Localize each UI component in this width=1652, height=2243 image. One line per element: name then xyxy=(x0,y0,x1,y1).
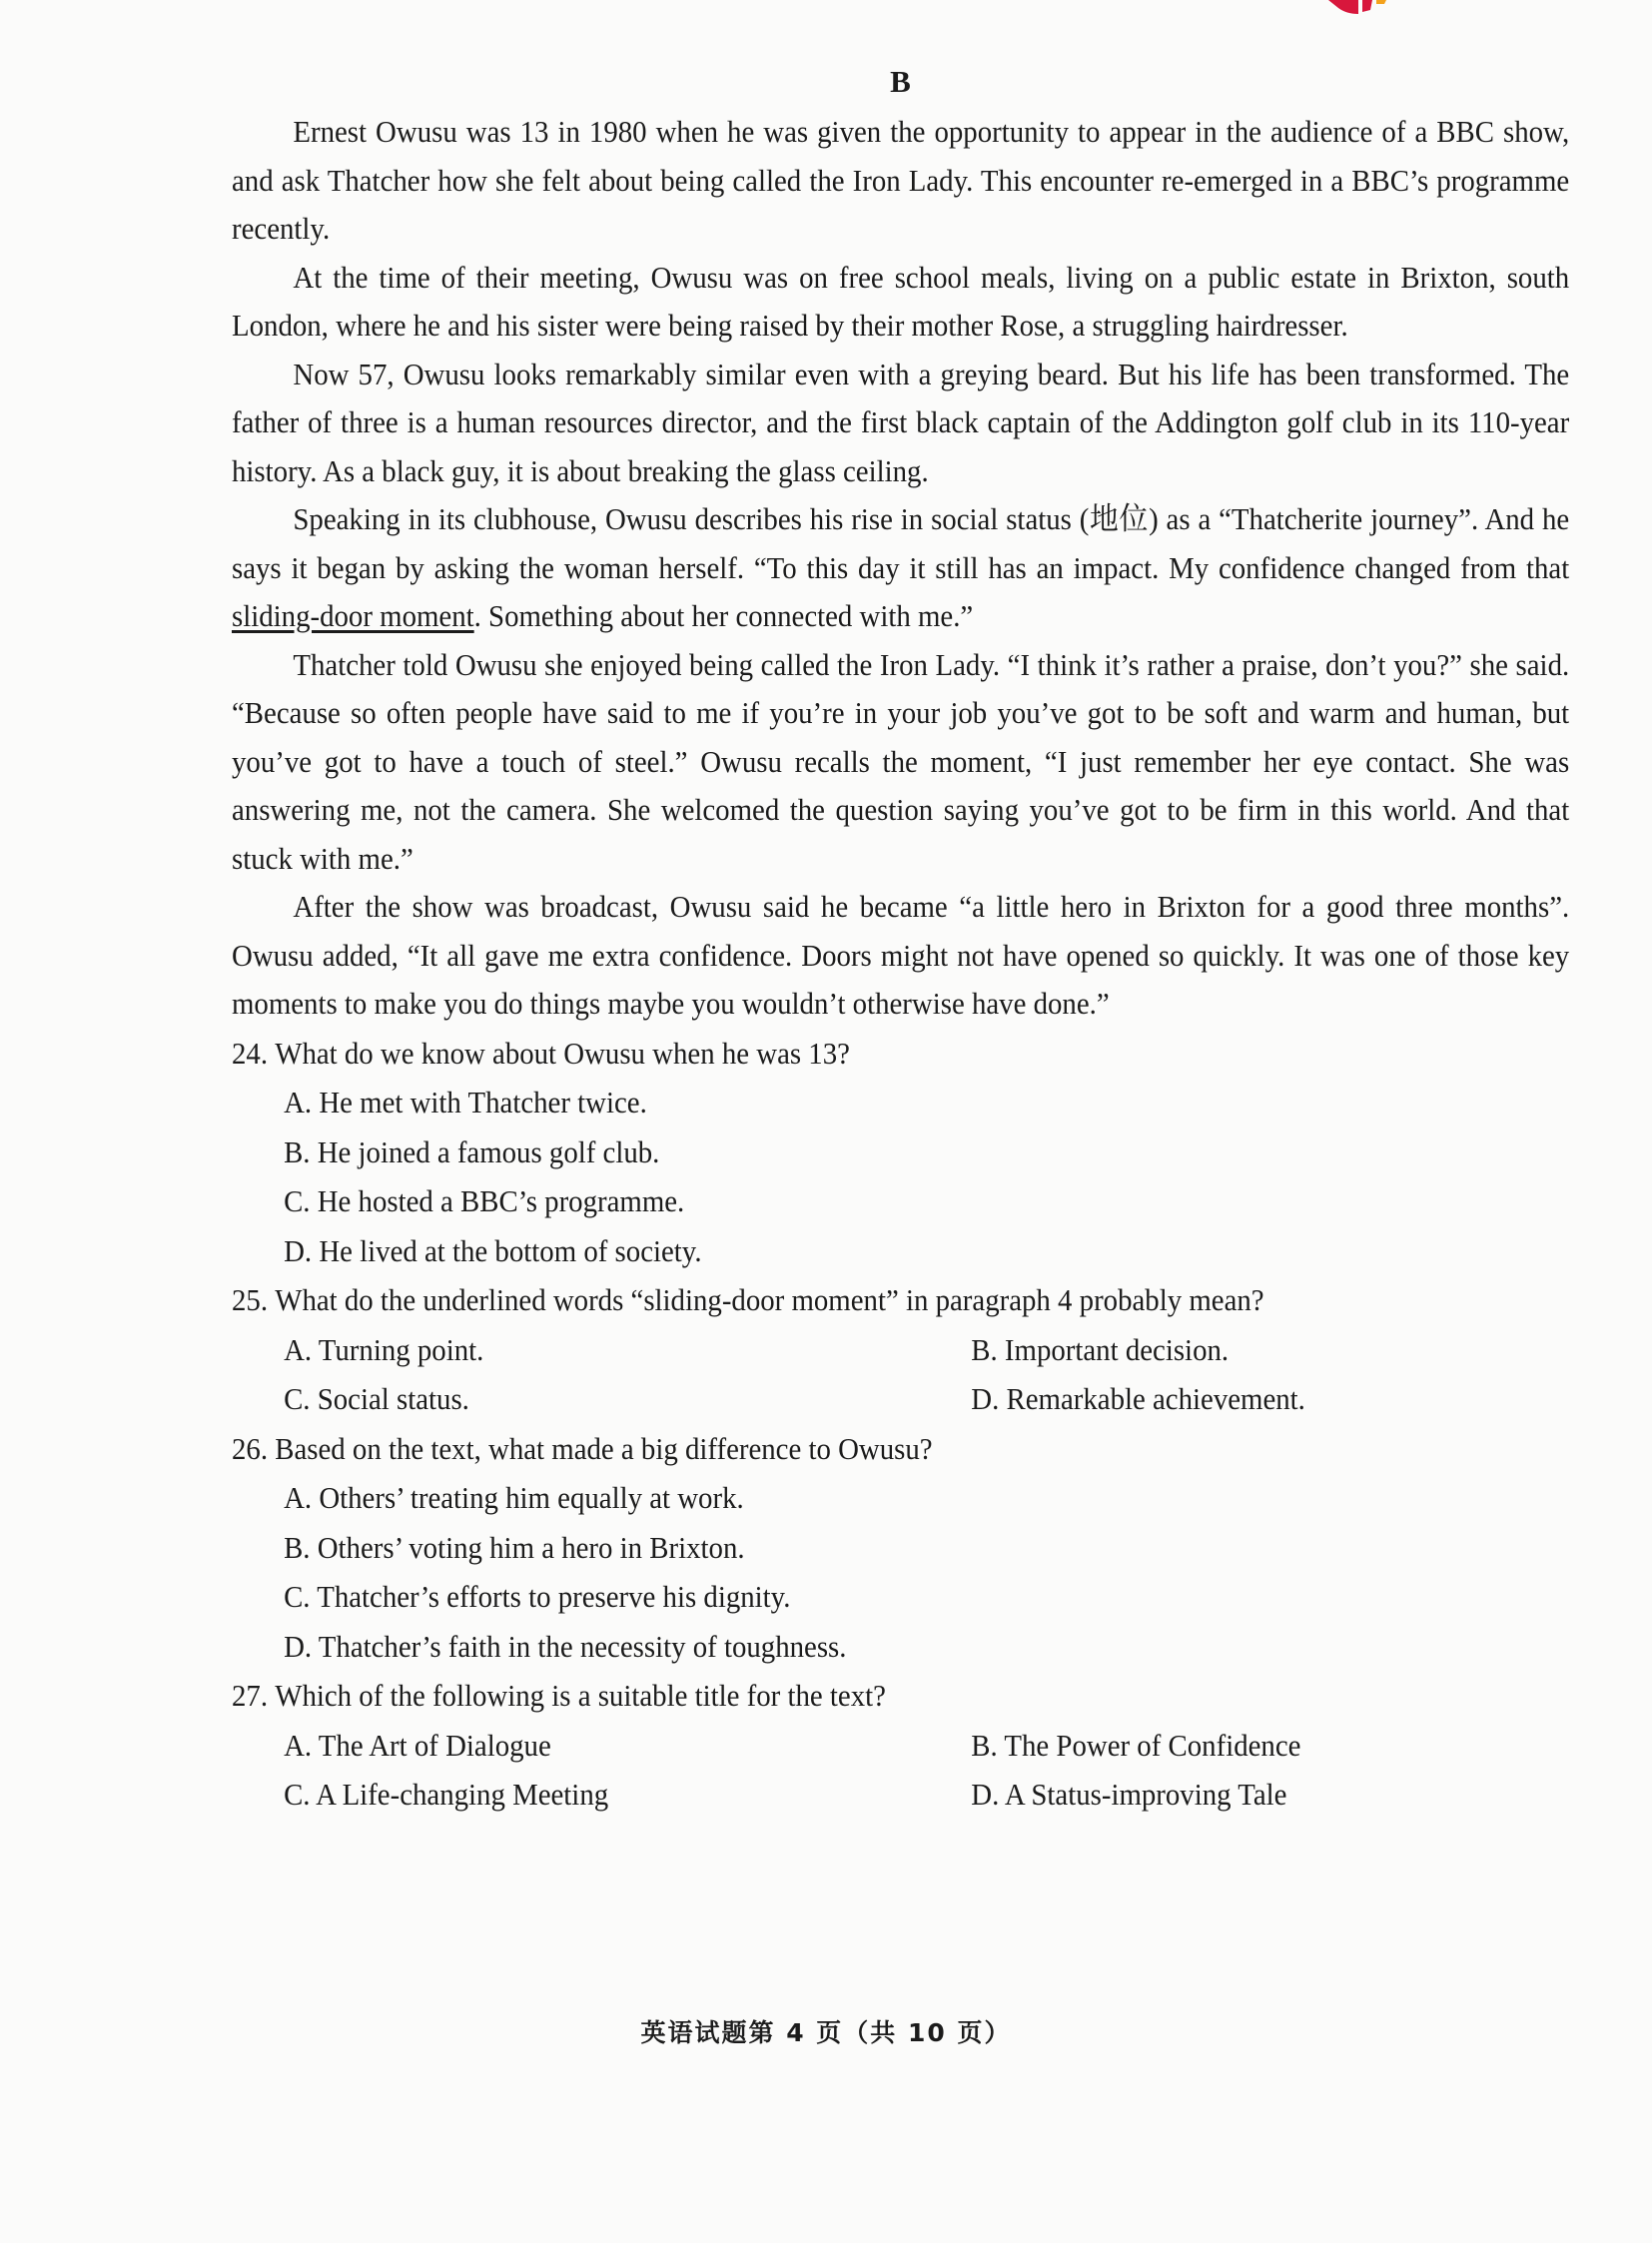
option-list xyxy=(232,1721,1569,1820)
option-c[interactable]: C. Thatcher’s efforts to preserve his dignity. xyxy=(284,1579,791,1614)
question-26 xyxy=(232,1424,1569,1672)
option-b[interactable]: B. The Power of Confidence xyxy=(971,1727,1301,1763)
option-b[interactable]: B. Important decision. xyxy=(971,1331,1230,1367)
question-number: 24. xyxy=(232,1035,276,1071)
question-stem: What do the underlined words “sliding-door moment” in paragraph 4 probably mean? xyxy=(275,1282,1264,1317)
option-list xyxy=(232,1325,1569,1424)
option-a[interactable]: A. Turning point. xyxy=(284,1331,484,1367)
option-c[interactable]: C. A Life-changing Meeting xyxy=(284,1777,609,1812)
option-d[interactable]: D. Remarkable achievement. xyxy=(971,1381,1305,1416)
passage-paragraph-2: At the time of their meeting, Owusu was on free school meals, living on a public estate in Brixton, south London, where he and his sister were being raised by their mother Rose, a struggling hairdresser. xyxy=(232,259,1570,343)
question-stem: What do we know about Owusu when he was 13? xyxy=(275,1035,850,1071)
option-d[interactable]: D. Thatcher’s faith in the necessity of toughness. xyxy=(284,1628,847,1664)
page-footer: 英语试题第 4 页（共 10 页） xyxy=(640,2018,1012,2047)
underlined-phrase: sliding-door moment xyxy=(232,598,474,633)
option-a[interactable]: A. He met with Thatcher twice. xyxy=(284,1085,647,1120)
question-25 xyxy=(232,1275,1569,1424)
option-list xyxy=(232,1078,1569,1275)
question-number: 25. xyxy=(232,1282,276,1317)
logo-mark-icon xyxy=(1328,0,1398,18)
question-number: 27. xyxy=(232,1678,276,1713)
option-a[interactable]: A. Others’ treating him equally at work. xyxy=(284,1480,744,1515)
option-c[interactable]: C. Social status. xyxy=(284,1381,469,1416)
option-a[interactable]: A. The Art of Dialogue xyxy=(284,1727,551,1763)
question-27 xyxy=(232,1671,1569,1820)
passage-paragraph-1: Ernest Owusu was 13 in 1980 when he was given the opportunity to appear in the audience of a BBC show, and ask Thatcher how she felt about being called the Iron Lady. This encounter re-emerged in a BBC’s programme recently. xyxy=(232,114,1570,246)
question-24 xyxy=(232,1029,1569,1276)
question-number: 26. xyxy=(232,1430,276,1466)
passage-paragraph-5: Thatcher told Owusu she enjoyed being called the Iron Lady. “I think it’s rather a praise, don’t you?” she said. “Because so often people have said to me if you’re in your job you’ve got to be soft and warm and human, but you’ve got to have a touch of steel.” Owusu recalls the moment, “I just remember her eye contact. She was answering me, not the camera. She welcomed the question saying you’ve got to be firm in this world. And that stuck with me.” xyxy=(232,646,1570,876)
section-title: B xyxy=(890,64,912,99)
option-d[interactable]: D. A Status-improving Tale xyxy=(971,1777,1287,1812)
option-c[interactable]: C. He hosted a BBC’s programme. xyxy=(284,1183,685,1218)
option-b[interactable]: B. Others’ voting him a hero in Brixton. xyxy=(284,1529,745,1565)
question-list xyxy=(232,1029,1570,1820)
question-stem: Based on the text, what made a big difference to Owusu? xyxy=(275,1430,933,1466)
exam-page xyxy=(232,60,1570,1820)
question-stem: Which of the following is a suitable title for the text? xyxy=(275,1678,886,1713)
option-b[interactable]: B. He joined a famous golf club. xyxy=(284,1133,660,1169)
option-list xyxy=(232,1473,1569,1671)
paragraph-4-text-before: Speaking in its clubhouse, Owusu describes his rise in social status (地位) as a “Thatcherite journey”. And he says it began by asking the woman herself. “To this day it still has an impact. My confidence changed from that xyxy=(232,501,1570,585)
passage-paragraph-6: After the show was broadcast, Owusu said he became “a little hero in Brixton for a good three months”. Owusu added, “It all gave me extra confidence. Doors might not have opened so quickly. It was one of those key moments to make you do things maybe you wouldn’t otherwise have done.” xyxy=(232,889,1570,1021)
reading-passage xyxy=(232,108,1570,1029)
paragraph-4-text-after: . Something about her connected with me.” xyxy=(473,598,974,633)
option-d[interactable]: D. He lived at the bottom of society. xyxy=(284,1232,702,1268)
passage-paragraph-3: Now 57, Owusu looks remarkably similar even with a greying beard. But his life has been transformed. The father of three is a human resources director, and the first black captain of the Addington golf club in its 110-year history. As a black guy, it is about breaking the glass ceiling. xyxy=(232,356,1570,488)
passage-paragraph-4 xyxy=(232,495,1569,641)
